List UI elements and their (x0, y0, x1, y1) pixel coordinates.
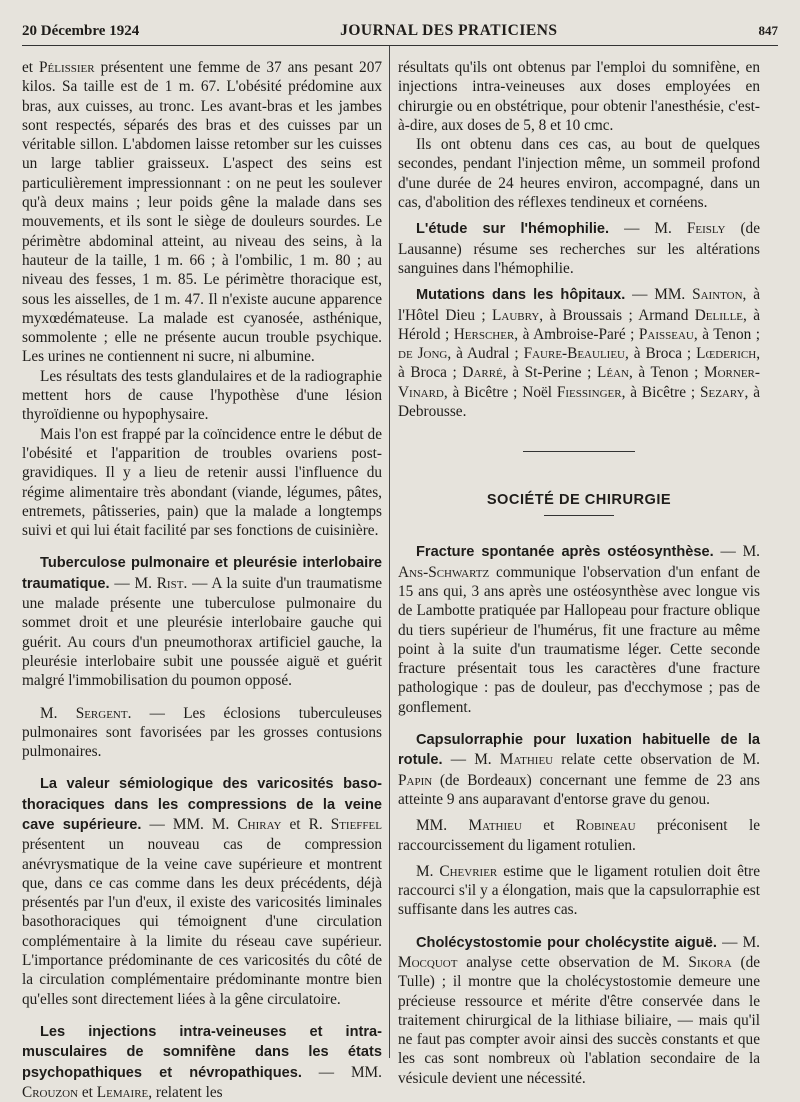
paragraph (398, 862, 760, 920)
text-run: relate cette observation de M. (553, 751, 760, 769)
text-run: Ils ont obtenu dans ces cas, au bout de quelques secondes, pendant l'injection même, un sommeil profond d'une durée de 24 heures environ, accompagné, dans un cas, d'abolition des réflexes tendineux et cornéens. (398, 136, 760, 212)
author-name: Papin (398, 771, 433, 789)
paragraph (22, 58, 382, 367)
article-cholecystostomie (398, 933, 760, 1088)
paragraph (398, 58, 760, 135)
text-run: et (78, 1083, 97, 1101)
text-run: M. (416, 862, 440, 880)
author-name: Pélissier (39, 59, 95, 76)
author-name: Ans-Schwartz (398, 563, 490, 581)
text-run: — MM. (301, 1063, 382, 1081)
author-name: de Jong (398, 345, 448, 363)
page-header (22, 18, 778, 44)
text-run: — M. (442, 751, 500, 769)
author-name: Robineau (575, 817, 636, 835)
text-run: (de Bordeaux) concernant une femme de 23 ans atteinte 9 ans auparavant d'entorse grave du genou. (398, 771, 760, 808)
text-run: analyse cette observation de M. (457, 953, 689, 971)
author-name: Sergent (75, 704, 128, 722)
article-lead: Fracture spontanée après ostéosynthèse. (416, 544, 714, 561)
author-name: Paisseau (638, 325, 694, 343)
author-name: Crouzon (22, 1083, 79, 1101)
page-number: 847 (758, 23, 778, 38)
text-run: Les résultats des tests glandulaires et de la radiographie mettent hors de cause l'hypothèse d'une lésion thyroïdienne ou hypophysaire. (22, 367, 382, 424)
article-capsulorraphie (398, 730, 760, 809)
author-name: Fiessinger (556, 383, 622, 401)
text-run: — MM. M. (141, 815, 238, 833)
article-lead: Les injections intra-veineuses et intra-musculaires de somnifène dans les états psychopathiques et névropathiques. (22, 1023, 382, 1081)
article-fracture (398, 542, 760, 717)
text-run: , à St-Perine ; (502, 364, 598, 382)
header-rule (22, 45, 778, 46)
author-name: Sikora (688, 953, 732, 971)
author-name: Feisly (686, 220, 726, 238)
article-mutations (398, 285, 760, 421)
text-run: , relatent les (148, 1083, 223, 1101)
paragraph (22, 425, 382, 541)
article-lead: Cholécystostomie pour cholécystite aiguë. (416, 934, 717, 951)
paragraph (22, 367, 382, 425)
paragraph (398, 816, 760, 855)
text-run: résultats qu'ils ont obtenus par l'emploi du somnifène, en injections intra-veineuses aux doses employées en chirurgie ou en obstétrique, pour obtenir l'anesthésie, c'est-à-dire, aux doses de 5, 8 et 10 cmc. (398, 59, 760, 134)
section-separator (523, 451, 635, 452)
author-name: Sainton (692, 286, 743, 304)
article-somnifene (22, 1022, 382, 1102)
author-name: Morner-Vinard (398, 364, 760, 401)
text-run: , à Bicêtre ; Noël (443, 383, 557, 401)
text-run: , à Broca ; (398, 345, 761, 382)
author-name: Mathieu (499, 751, 554, 769)
author-name: Sezary (699, 383, 745, 401)
section-underline (544, 515, 614, 516)
paragraph (398, 135, 760, 212)
author-name: Herscher (453, 325, 515, 343)
text-run: , à l'Hôtel Dieu ; (398, 286, 760, 324)
text-run: — M. (609, 220, 687, 238)
text-run: M. (40, 704, 76, 722)
author-name: Léan (597, 364, 629, 382)
article-lead: L'étude sur l'hémophilie. (416, 221, 610, 238)
text-run: — M. (716, 933, 760, 951)
author-name: Mathieu (468, 817, 522, 835)
text-run: et (521, 817, 576, 835)
article-tuberculose (22, 553, 382, 690)
article-hemophilie (398, 219, 760, 278)
right-column (398, 58, 760, 1088)
text-run: estime que le ligament rotulien doit être raccourci s'il y a élongation, mais que la capsulorraphie est suffisante dans les autres cas. (398, 862, 760, 919)
text-run: Mais l'on est frappé par la coïncidence entre le début de l'obésité et l'apparition de troubles ovariens post-gravidiques. Il y a lieu de retenir aussi l'influence du régime alimentaire très abondant (viande, légumes, pâtes, entremets, pâtisseries, pain) que la malade a longtemps suivi et qui lui était facilité par ses fonctions de cuisinière. (22, 425, 382, 540)
article-varicosites (22, 774, 382, 1009)
text-run: présentent une femme de 37 ans pesant 207 kilos. Sa taille est de 1 m. 67. L'obésité prédomine aux bras, aux cuisses, au tronc. Les avant-bras et les jambes sont respectés, séparés des bras et des cuisses par un véritable sillon. L'abdomen laisse retomber sur les cuisses un large tablier graisseux. L'aspect des seins est particulièrement impressionnant : on ne peut les soulever qu'à deux mains ; leur poids gêne la malade dans ses mouvements, et ils sont le siège de douleurs sourdes. Le périmètre abdominal atteint, au niveau des seins, à la hauteur de la taille, 1 m. 66 ; à l'ombilic, 1 m. 80 ; au niveau des fesses, 1 m. 85. Le périmètre thoracique est, sous les aisselles, de 1 m. 47. Il n'existe aucune apparence myxœdémateuse. La malade est cyanosée, asthénique, sommolente ; elle ne présente aucun trouble psychique. Les urines ne contiennent ni sucre, ni albumine. (22, 59, 382, 366)
text-run: , à Bicêtre ; (621, 383, 700, 401)
text-run: , à Debrousse. (398, 383, 760, 421)
text-run: — MM. (625, 286, 693, 304)
article-lead: Tuberculose pulmonaire et pleurésie interlobaire traumatique. (22, 555, 382, 592)
text-run: , à Broussais ; Armand (539, 306, 695, 324)
text-run: — M. (109, 574, 157, 592)
text-run: communique l'observation d'un enfant de 15 ans qui, 3 ans après une ostéosynthèse avec longue vis de Lambotte pratiquée par Hallopeau pour fracture oblique du tiers supérieur de l'humérus, fit une fracture au même point à la suite d'un traumatisme léger. Cette seconde fracture présentait tous les caractères d'une fracture pathologique : pas de douleur, pas d'ecchymose ; pas de gonflement. (398, 563, 760, 716)
text-run: et (22, 59, 40, 76)
text-run: , à Tenon ; (628, 364, 704, 382)
author-name: Rist (156, 574, 184, 592)
author-name: Chevrier (439, 862, 498, 880)
author-name: Darré (462, 364, 503, 382)
section-title: SOCIÉTÉ DE CHIRURGIE (486, 492, 672, 509)
text-run: , à Broca ; (625, 345, 697, 363)
text-run: , à Audral ; (447, 345, 524, 363)
column-rule (389, 46, 390, 1058)
journal-title: JOURNAL DES PRATICIENS (340, 22, 558, 39)
article-lead: Capsulorraphie pour luxation habituelle de la rotule. (398, 732, 760, 769)
article-lead: Mutations dans les hôpitaux. (416, 287, 626, 304)
issue-date: 20 Décembre 1924 (22, 22, 140, 39)
author-name: Chiray (237, 815, 282, 833)
author-name: Stieffel (330, 815, 382, 833)
text-run: . — Les éclosions tuberculeuses pulmonaires sont favorisées par les grosses contusions pulmonaires. (22, 704, 383, 761)
text-run: préconisent le raccourcissement du ligament rotulien. (398, 817, 760, 854)
left-column (22, 58, 382, 1102)
text-run: MM. (416, 817, 469, 835)
text-run: , à Hérold ; (398, 306, 760, 343)
text-run: (de Lausanne) résume ses recherches sur les altérations sanguines dans l'hémophilie. (398, 220, 760, 277)
text-run: . — A la suite d'un traumatisme une malade présente une tuberculose pulmonaire du sommet droit et une pleurésie interlobaire gauche qui guérit. Au cours d'un pneumothorax artificiel gauche, la pleurésie interlobaire subit une poussée aiguë et guérit malgré l'immobilisation du poumon opposé. (22, 574, 383, 690)
author-name: Lemaire (96, 1083, 149, 1101)
text-run: , à Tenon ; (693, 325, 760, 343)
author-name: Laubry (492, 306, 540, 324)
text-run: , à Ambroise-Paré ; (514, 325, 639, 343)
author-name: Delille (694, 306, 744, 324)
text-run: et R. (281, 815, 331, 833)
text-run: — M. (713, 543, 760, 561)
text-run: présentent un nouveau cas de compression anévrysmatique de la veine cave supérieure et montrent que, dans ce cas comme dans les deux précédents, déjà présentés par l'un d'eux, il existe des varicosités liminales basothoraciques qui témoignent d'une circulation complémentaire à la limite du réseau cave supérieur. L'importance prédominante de ces varicosités du côté de la circulation complémentaire prédominante montre bien qu'elles sont directement liées à la gêne circulatoire. (22, 836, 382, 1008)
author-name: Mocquot (398, 953, 458, 971)
paragraph (22, 704, 382, 762)
author-name: Lœderich (696, 345, 757, 363)
author-name: Faure-Beaulieu (523, 345, 625, 363)
article-lead: La valeur sémiologique des varicosités baso-thoraciques dans les compressions de la veine cave supérieure. (22, 776, 382, 833)
text-run: (de Tulle) ; il montre que la cholécystostomie demeure une précieuse ressource et mérite d'être conservée dans le traitement chirurgical de la lithiase biliaire, — mais qu'il ne faut pas compter avoir ainsi des succès constants et que les cas sont nombreux où l'ablation secondaire de la vésicule devient une nécessité. (398, 953, 761, 1087)
